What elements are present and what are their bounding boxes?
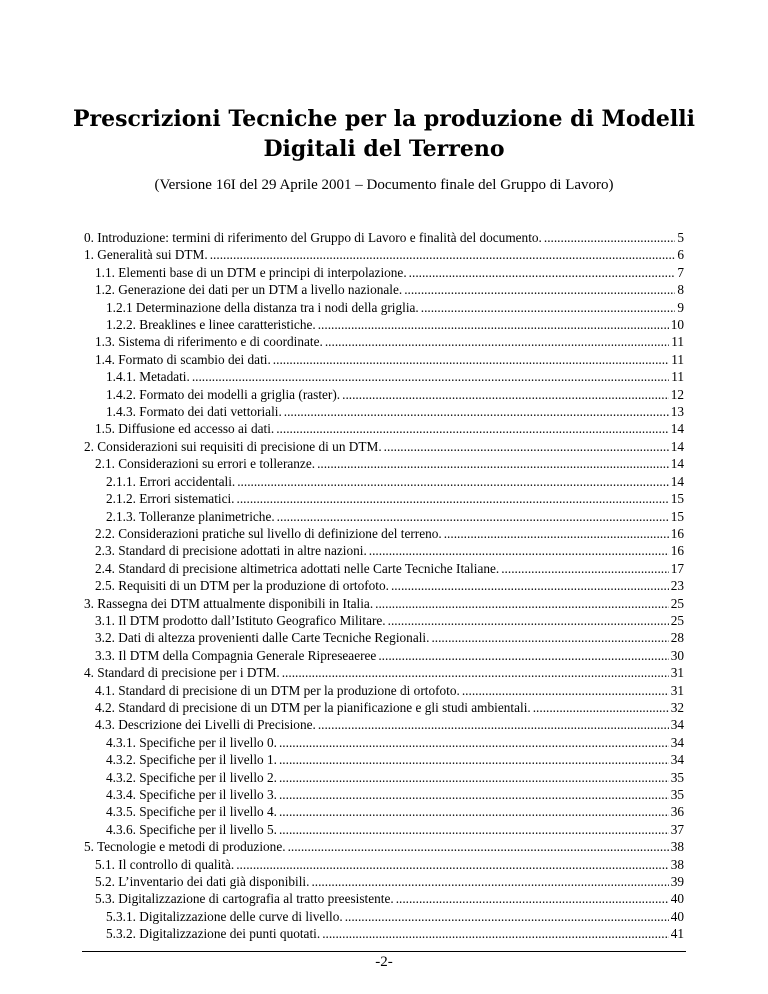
toc-page-number: 10 bbox=[670, 317, 684, 333]
toc-page-number: 15 bbox=[670, 508, 684, 524]
toc-page-number: 14 bbox=[670, 473, 684, 489]
toc-entry-title: 5.3. Digitalizzazione di cartografia al tratto preesistente. bbox=[95, 891, 394, 907]
toc-entry[interactable] bbox=[84, 629, 684, 646]
toc-entry[interactable] bbox=[84, 281, 684, 298]
toc-entry-title: 1.2. Generazione dei dati per un DTM a livello nazionale. bbox=[95, 282, 403, 298]
toc-dot-leader bbox=[284, 403, 669, 420]
title-line-2: Digitali del Terreno bbox=[263, 136, 505, 162]
toc-entry[interactable] bbox=[84, 246, 684, 263]
toc-page-number: 6 bbox=[677, 247, 684, 263]
toc-page-number: 25 bbox=[670, 595, 684, 611]
toc-entry[interactable] bbox=[84, 316, 684, 333]
toc-dot-leader bbox=[279, 734, 669, 751]
toc-entry[interactable] bbox=[84, 751, 684, 768]
toc-entry-title: 2.5. Requisiti di un DTM per la produzione di ortofoto. bbox=[95, 578, 389, 594]
toc-dot-leader bbox=[273, 351, 669, 368]
toc-dot-leader bbox=[369, 542, 669, 559]
toc-entry-title: 4.3.1. Specifiche per il livello 0. bbox=[106, 734, 277, 750]
toc-entry[interactable] bbox=[84, 873, 684, 890]
toc-entry[interactable] bbox=[84, 908, 684, 925]
toc-page-number: 17 bbox=[670, 560, 684, 576]
toc-entry-title: 2.1. Considerazioni su errori e tolleranze. bbox=[95, 456, 316, 472]
toc-entry-title: 4.3.5. Specifiche per il livello 4. bbox=[106, 804, 277, 820]
toc-entry[interactable] bbox=[84, 769, 684, 786]
footer-rule bbox=[82, 951, 686, 952]
toc-entry-title: 4.2. Standard di precisione di un DTM per la pianificazione e gli studi ambientali. bbox=[95, 699, 531, 715]
toc-dot-leader bbox=[279, 786, 669, 803]
page-number: -2- bbox=[375, 954, 393, 970]
toc-dot-leader bbox=[444, 525, 669, 542]
toc-dot-leader bbox=[378, 647, 668, 664]
toc-dot-leader bbox=[404, 281, 675, 298]
toc-dot-leader bbox=[388, 612, 669, 629]
toc-page-number: 35 bbox=[670, 787, 684, 802]
toc-entry-title: 4.3. Descrizione dei Livelli di Precisione. bbox=[95, 717, 316, 733]
toc-dot-leader bbox=[276, 420, 668, 437]
toc-entry-title: 1.5. Diffusione ed accesso ai dati. bbox=[95, 421, 275, 437]
toc-dot-leader bbox=[544, 229, 675, 246]
toc-entry[interactable] bbox=[84, 525, 684, 542]
toc-dot-leader bbox=[237, 473, 668, 490]
toc-page-number: 16 bbox=[670, 543, 684, 559]
toc-page-number: 16 bbox=[670, 525, 684, 541]
toc-dot-leader bbox=[322, 925, 669, 942]
toc-entry[interactable] bbox=[84, 542, 684, 559]
toc-page-number: 39 bbox=[670, 874, 684, 890]
toc-page-number: 38 bbox=[670, 839, 684, 855]
toc-entry[interactable] bbox=[84, 664, 684, 681]
toc-entry[interactable] bbox=[84, 508, 684, 525]
toc-entry[interactable] bbox=[84, 699, 684, 716]
toc-page-number: 13 bbox=[670, 404, 684, 420]
toc-dot-leader bbox=[501, 560, 668, 577]
toc-entry-title: 1.4.1. Metadati. bbox=[106, 369, 190, 385]
toc-entry-title: 5.3.2. Digitalizzazione dei punti quotati. bbox=[106, 926, 321, 942]
toc-entry-title: 4.3.2. Specifiche per il livello 1. bbox=[106, 752, 277, 768]
toc-dot-leader bbox=[391, 577, 669, 594]
toc-entry-title: 1.4. Formato di scambio dei dati. bbox=[95, 351, 271, 367]
toc-entry[interactable] bbox=[84, 838, 684, 855]
toc-dot-leader bbox=[279, 769, 669, 786]
toc-page-number: 23 bbox=[670, 578, 684, 594]
toc-dot-leader bbox=[421, 299, 676, 316]
table-of-contents bbox=[84, 229, 684, 943]
toc-entry-title: 2.1.3. Tolleranze planimetriche. bbox=[106, 508, 275, 524]
toc-entry[interactable] bbox=[84, 595, 684, 612]
toc-entry-title: 2.4. Standard di precisione altimetrica adottati nelle Carte Tecniche Italiane. bbox=[95, 560, 500, 576]
toc-entry-title: 1.4.3. Formato dei dati vettoriali. bbox=[106, 404, 282, 420]
toc-dot-leader bbox=[282, 664, 669, 681]
toc-page-number: 37 bbox=[670, 821, 684, 837]
toc-entry[interactable] bbox=[84, 682, 684, 699]
toc-entry[interactable] bbox=[84, 229, 684, 246]
toc-page-number: 5 bbox=[677, 230, 684, 245]
toc-dot-leader bbox=[318, 316, 669, 333]
toc-dot-leader bbox=[288, 838, 669, 855]
toc-entry-title: 1. Generalità sui DTM. bbox=[84, 247, 208, 263]
toc-page-number: 31 bbox=[670, 682, 684, 698]
title-line-1: Prescrizioni Tecniche per la produzione di Modelli bbox=[72, 106, 695, 132]
toc-entry[interactable] bbox=[84, 647, 684, 664]
toc-entry[interactable] bbox=[84, 786, 684, 803]
toc-entry[interactable] bbox=[84, 386, 684, 403]
toc-page-number: 25 bbox=[670, 612, 684, 628]
toc-dot-leader bbox=[311, 873, 668, 890]
toc-page-number: 38 bbox=[670, 856, 684, 872]
toc-entry[interactable] bbox=[84, 560, 684, 577]
toc-entry-title: 3. Rassegna dei DTM attualmente disponibili in Italia. bbox=[84, 595, 374, 611]
toc-dot-leader bbox=[384, 438, 669, 455]
toc-entry-title: 1.2.2. Breaklines e linee caratteristiche. bbox=[106, 317, 316, 333]
toc-entry[interactable] bbox=[84, 612, 684, 629]
toc-entry-title: 5. Tecnologie e metodi di produzione. bbox=[84, 839, 286, 855]
toc-page-number: 12 bbox=[670, 386, 684, 402]
toc-dot-leader bbox=[210, 246, 676, 263]
toc-dot-leader bbox=[279, 821, 669, 838]
toc-entry-title: 3.1. Il DTM prodotto dall’Istituto Geografico Militare. bbox=[95, 612, 386, 628]
toc-entry[interactable] bbox=[84, 856, 684, 873]
toc-dot-leader bbox=[409, 264, 676, 281]
toc-page-number: 9 bbox=[677, 299, 684, 315]
toc-entry-title: 1.2.1 Determinazione della distanza tra i nodi della griglia. bbox=[106, 299, 419, 315]
toc-entry[interactable] bbox=[84, 577, 684, 594]
toc-page-number: 31 bbox=[670, 665, 684, 681]
toc-entry[interactable] bbox=[84, 716, 684, 733]
toc-page-number: 30 bbox=[670, 647, 684, 663]
toc-dot-leader bbox=[192, 368, 669, 385]
toc-entry-title: 4.3.4. Specifiche per il livello 3. bbox=[106, 787, 277, 802]
toc-dot-leader bbox=[279, 751, 669, 768]
toc-page-number: 15 bbox=[670, 491, 684, 507]
toc-dot-leader bbox=[345, 908, 669, 925]
toc-page-number: 11 bbox=[671, 351, 684, 367]
toc-entry[interactable] bbox=[84, 420, 684, 437]
toc-entry-title: 3.2. Dati di altezza provenienti dalle Carte Tecniche Regionali. bbox=[95, 630, 430, 646]
toc-entry-title: 5.1. Il controllo di qualità. bbox=[95, 856, 235, 872]
toc-entry-title: 2.2. Considerazioni pratiche sul livello di definizione del terreno. bbox=[95, 525, 442, 541]
toc-page-number: 7 bbox=[677, 264, 684, 280]
toc-entry[interactable] bbox=[84, 403, 684, 420]
toc-entry-title: 5.3.1. Digitalizzazione delle curve di livello. bbox=[106, 908, 343, 924]
document-subtitle: (Versione 16I del 29 Aprile 2001 – Documento finale del Gruppo di Lavoro) bbox=[154, 177, 614, 193]
toc-page-number: 11 bbox=[671, 334, 684, 350]
toc-page-number: 36 bbox=[670, 804, 684, 820]
toc-entry[interactable] bbox=[84, 455, 684, 472]
toc-page-number: 8 bbox=[677, 282, 684, 298]
toc-page-number: 11 bbox=[671, 369, 684, 385]
toc-page-number: 14 bbox=[670, 421, 684, 437]
toc-entry[interactable] bbox=[84, 299, 684, 316]
toc-page-number: 34 bbox=[670, 734, 684, 750]
toc-dot-leader bbox=[279, 803, 669, 820]
toc-dot-leader bbox=[318, 716, 669, 733]
toc-entry-title: 2.1.1. Errori accidentali. bbox=[106, 473, 236, 489]
toc-dot-leader bbox=[317, 455, 669, 472]
toc-page-number: 32 bbox=[670, 699, 684, 715]
toc-page-number: 40 bbox=[670, 908, 684, 924]
page-footer bbox=[0, 951, 768, 971]
toc-page-number: 34 bbox=[670, 752, 684, 768]
toc-page-number: 14 bbox=[670, 438, 684, 454]
toc-entry-title: 2.1.2. Errori sistematici. bbox=[106, 491, 235, 507]
toc-page-number: 14 bbox=[670, 456, 684, 472]
toc-entry[interactable] bbox=[84, 264, 684, 281]
toc-entry[interactable] bbox=[84, 333, 684, 350]
toc-entry[interactable] bbox=[84, 473, 684, 490]
toc-entry[interactable] bbox=[84, 890, 684, 907]
toc-page-number: 35 bbox=[670, 769, 684, 785]
toc-dot-leader bbox=[396, 890, 669, 907]
toc-entry-title: 4.3.6. Specifiche per il livello 5. bbox=[106, 821, 277, 837]
toc-dot-leader bbox=[462, 682, 669, 699]
toc-page-number: 28 bbox=[670, 630, 684, 646]
toc-page-number: 41 bbox=[670, 926, 684, 942]
toc-entry[interactable] bbox=[84, 490, 684, 507]
toc-entry[interactable] bbox=[84, 821, 684, 838]
toc-entry-title: 3.3. Il DTM della Compagnia Generale Ripreseaeree bbox=[95, 647, 377, 663]
toc-entry[interactable] bbox=[84, 368, 684, 385]
toc-entry-title: 1.1. Elementi base di un DTM e principi di interpolazione. bbox=[95, 264, 407, 280]
toc-entry-title: 2. Considerazioni sui requisiti di precisione di un DTM. bbox=[84, 438, 382, 454]
toc-entry-title: 5.2. L’inventario dei dati già disponibili. bbox=[95, 874, 310, 890]
toc-entry[interactable] bbox=[84, 925, 684, 942]
toc-dot-leader bbox=[237, 490, 669, 507]
toc-entry-title: 4.1. Standard di precisione di un DTM per la produzione di ortofoto. bbox=[95, 682, 460, 698]
toc-dot-leader bbox=[325, 333, 669, 350]
toc-dot-leader bbox=[277, 508, 669, 525]
toc-entry[interactable] bbox=[84, 351, 684, 368]
toc-page-number: 34 bbox=[670, 717, 684, 733]
toc-dot-leader bbox=[431, 629, 668, 646]
document-title bbox=[0, 104, 768, 164]
toc-dot-leader bbox=[236, 856, 668, 873]
toc-page-number: 40 bbox=[670, 891, 684, 907]
toc-dot-leader bbox=[375, 595, 669, 612]
toc-entry-title: 1.4.2. Formato dei modelli a griglia (raster). bbox=[106, 386, 341, 402]
toc-entry-title: 1.3. Sistema di riferimento e di coordinate. bbox=[95, 334, 323, 350]
toc-dot-leader bbox=[533, 699, 669, 716]
toc-entry-title: 4. Standard di precisione per i DTM. bbox=[84, 665, 280, 681]
toc-entry[interactable] bbox=[84, 734, 684, 751]
toc-entry[interactable] bbox=[84, 803, 684, 820]
toc-entry-title: 4.3.2. Specifiche per il livello 2. bbox=[106, 769, 277, 785]
toc-entry[interactable] bbox=[84, 438, 684, 455]
toc-entry-title: 2.3. Standard di precisione adottati in altre nazioni. bbox=[95, 543, 367, 559]
toc-dot-leader bbox=[342, 386, 669, 403]
toc-entry-title: 0. Introduzione: termini di riferimento del Gruppo di Lavoro e finalità del documento. bbox=[84, 230, 542, 245]
